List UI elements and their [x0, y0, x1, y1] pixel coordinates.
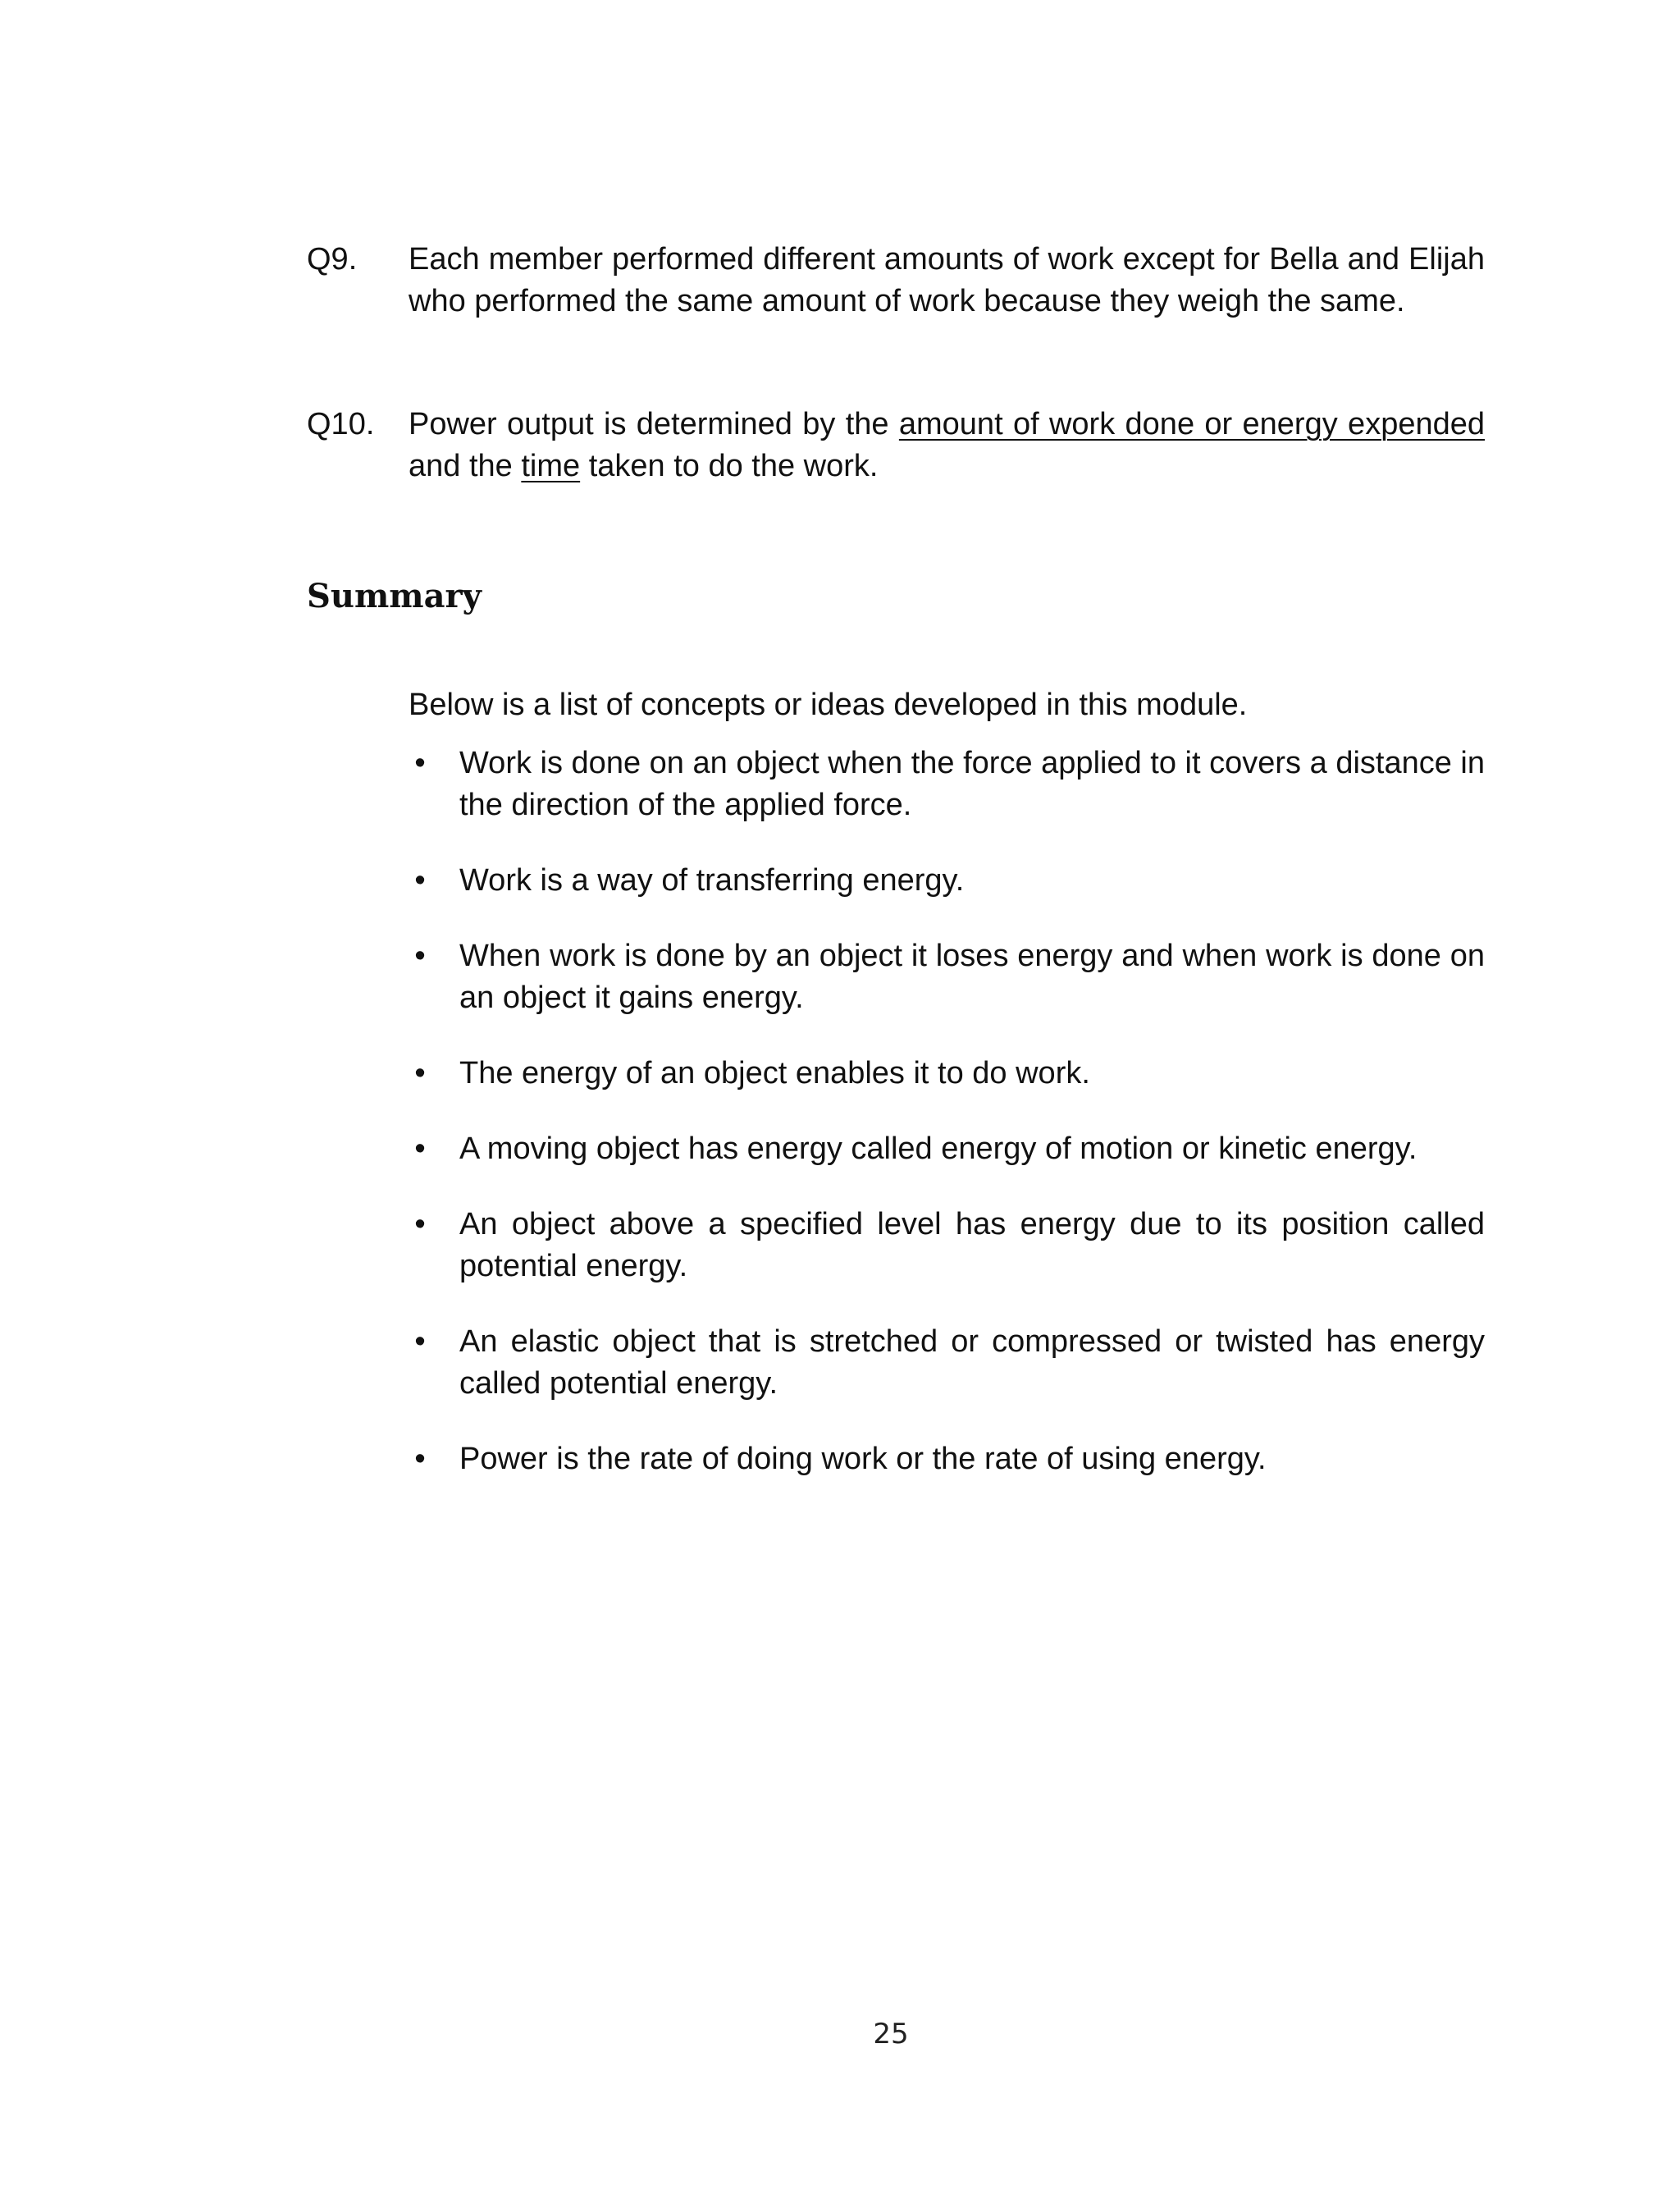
answer-text-part: taken to do the work.: [580, 449, 879, 483]
answer-text-part: and the: [409, 449, 522, 483]
bullet-icon: •: [414, 1207, 426, 1241]
list-item: [409, 1053, 1485, 1095]
bullet-icon: •: [414, 1132, 426, 1166]
summary-intro: Below is a list of concepts or ideas developed in this module.: [409, 688, 1248, 722]
list-item: [409, 1438, 1485, 1480]
list-item-text: Work is a way of transferring energy.: [459, 863, 965, 898]
list-item: [409, 935, 1485, 1019]
list-item-text: The energy of an object enables it to do work.: [459, 1056, 1090, 1090]
list-item-text: An elastic object that is stretched or compressed or twisted has energy called potential energy.: [459, 1324, 1485, 1401]
list-item: [409, 860, 1485, 902]
summary-heading: Summary: [307, 577, 482, 615]
underlined-phrase: time: [521, 449, 581, 483]
summary-list: [409, 743, 1485, 1514]
bullet-icon: •: [414, 863, 426, 898]
bullet-icon: •: [414, 746, 426, 780]
answer-text-part: Power output is determined by the: [409, 407, 899, 441]
list-item: [409, 743, 1485, 826]
answer-text: [409, 404, 1485, 487]
list-item-text: A moving object has energy called energy of motion or kinetic energy.: [459, 1132, 1418, 1166]
list-item-text: Power is the rate of doing work or the rate of using energy.: [459, 1442, 1267, 1476]
bullet-icon: •: [414, 1324, 426, 1359]
answer-q9: [307, 239, 1485, 322]
list-item: [409, 1321, 1485, 1405]
page-number: 25: [873, 2018, 909, 2051]
list-item-text: When work is done by an object it loses energy and when work is done on an object it gains energy.: [459, 939, 1485, 1015]
bullet-icon: •: [414, 1056, 426, 1090]
bullet-icon: •: [414, 939, 426, 973]
question-number: Q9.: [307, 242, 358, 277]
underlined-phrase: amount of work done or energy expended: [898, 407, 1485, 441]
question-number: Q10.: [307, 407, 375, 441]
list-item-text: Work is done on an object when the force applied to it covers a distance in the direction of the applied force.: [459, 746, 1485, 822]
list-item-text: An object above a specified level has energy due to its position called potential energy.: [459, 1207, 1485, 1283]
answer-q10: [307, 404, 1485, 487]
list-item: [409, 1128, 1485, 1170]
answer-text: Each member performed different amounts of work except for Bella and Elijah who performed the same amount of work because they weigh the same.: [409, 242, 1485, 318]
bullet-icon: •: [414, 1442, 426, 1476]
list-item: [409, 1204, 1485, 1287]
